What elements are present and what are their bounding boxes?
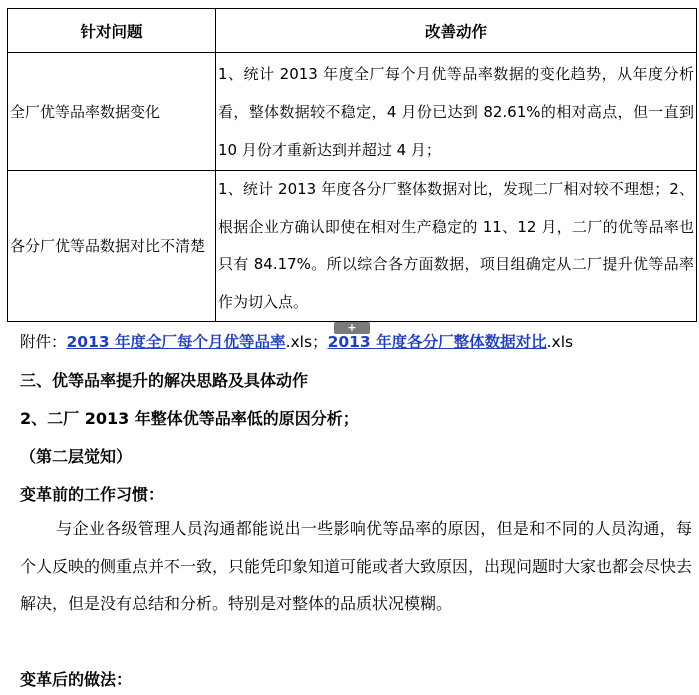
- attachment-separator: ；: [312, 333, 328, 351]
- subsection-heading: 2、二厂 2013 年整体优等品率低的原因分析；: [20, 409, 359, 428]
- header-problem: 针对问题: [8, 9, 216, 53]
- header-action: 改善动作: [216, 9, 697, 53]
- problem-cell[interactable]: 各分厂优等品数据对比不清楚: [8, 171, 216, 322]
- attachments-prefix: 附件：: [20, 333, 67, 351]
- table-add-row-handle[interactable]: +: [334, 322, 370, 334]
- awareness-layer-label: （第二层觉知）: [20, 447, 133, 466]
- issue-action-table: [7, 8, 697, 322]
- section-heading: 三、优等品率提升的解决思路及具体动作: [20, 371, 309, 390]
- table-header-row: [8, 9, 697, 53]
- before-paragraph-text: 与企业各级管理人员沟通都能说出一些影响优等品率的原因，但是和不同的人员沟通，每个人反映的侧重点并不一致，只能凭印象知道可能或者大致原因，出现问题时大家也都会尽快去解决，但是没有总结和分析。特别是对整体的品质状况模糊。: [20, 519, 693, 613]
- after-heading: 变革后的做法：: [20, 670, 133, 689]
- attachment-ext: .xls: [285, 333, 313, 351]
- before-paragraph: [20, 510, 692, 623]
- table-row: [8, 171, 697, 322]
- action-cell[interactable]: 1、统计 2013 年度全厂每个月优等品率数据的变化趋势，从年度分析看，整体数据较不稳定，4 月份已达到 82.61%的相对高点，但一直到 10 月份才重新达到并超过 4 月；: [216, 53, 697, 171]
- attachment-link-branch[interactable]: 2013 年度各分厂整体数据对比: [327, 333, 547, 351]
- table-row: [8, 53, 697, 171]
- action-cell[interactable]: 1、统计 2013 年度各分厂整体数据对比，发现二厂相对较不理想；2、根据企业方确认即使在相对生产稳定的 11、12 月，二厂的优等品率也只有 84.17%。所以综合各方面数据，项目组确定从二厂提升优等品率作为切入点。: [216, 171, 697, 322]
- attachments-line: [20, 330, 573, 354]
- problem-cell[interactable]: 全厂优等品率数据变化: [8, 53, 216, 171]
- attachment-ext: .xls: [546, 333, 574, 351]
- attachment-link-monthly[interactable]: 2013 年度全厂每个月优等品率: [66, 333, 286, 351]
- before-heading: 变革前的工作习惯：: [20, 485, 165, 504]
